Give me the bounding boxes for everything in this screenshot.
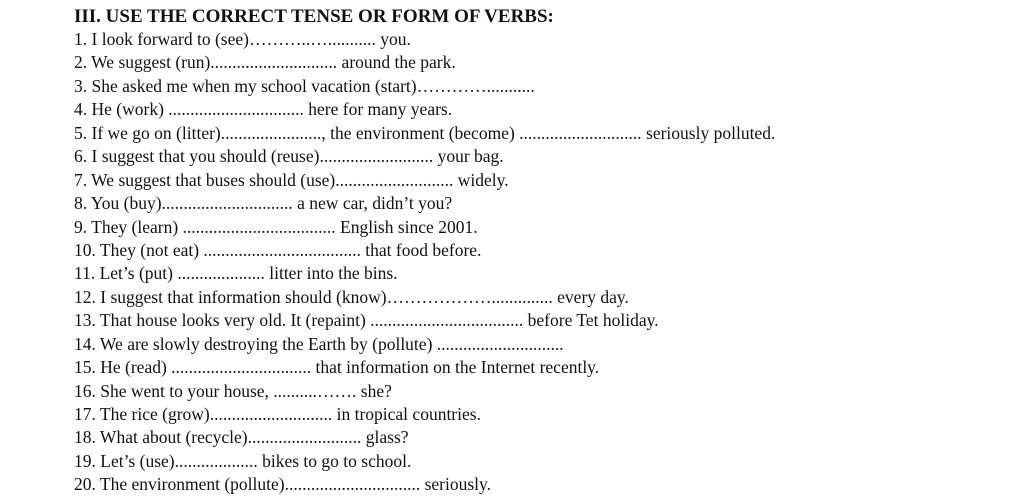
exercise-sheet <box>74 6 1014 497</box>
exercise-item-12: 12. I suggest that information should (know)……………….............. every day. <box>74 286 629 307</box>
exercise-item-11: 11. Let’s (put) .................... litter into the bins. <box>74 263 398 284</box>
exercise-item-10: 10. They (not eat) .................................... that food before. <box>74 239 482 260</box>
exercise-item-16: 16. She went to your house, ..........……. she? <box>74 380 392 401</box>
exercise-item-17: 17. The rice (grow)............................ in tropical countries. <box>74 404 481 424</box>
exercise-item-18: 18. What about (recycle).......................... glass? <box>74 427 409 448</box>
exercise-heading: III. USE THE CORRECT TENSE OR FORM OF VERBS: <box>74 6 554 27</box>
exercise-item-19: 19. Let’s (use)................... bikes to go to school. <box>74 450 412 471</box>
exercise-item-1: 1. I look forward to (see)………..…........... you. <box>74 29 411 49</box>
exercise-item-9: 9. They (learn) ................................... English since 2001. <box>74 216 478 237</box>
exercise-item-list <box>74 28 1014 497</box>
exercise-item-14: 14. We are slowly destroying the Earth by (pollute) ............................. <box>74 333 564 354</box>
exercise-item-7: 7. We suggest that buses should (use)........................... widely. <box>74 169 509 190</box>
exercise-item-2: 2. We suggest (run)............................. around the park. <box>74 52 456 73</box>
exercise-item-5: 5. If we go on (litter)......................., the environment (become) ............................ seriously polluted. <box>74 122 776 143</box>
exercise-item-8: 8. You (buy).............................. a new car, didn’t you? <box>74 193 453 214</box>
exercise-item-15: 15. He (read) ................................ that information on the Internet recently. <box>74 357 600 378</box>
exercise-item-3: 3. She asked me when my school vacation (start)…………........... <box>74 75 535 96</box>
exercise-item-13: 13. That house looks very old. It (repaint) ................................... before Tet holiday. <box>74 310 659 331</box>
exercise-item-20: 20. The environment (pollute)............................... seriously. <box>74 474 492 495</box>
exercise-item-6: 6. I suggest that you should (reuse).......................... your bag. <box>74 146 504 167</box>
exercise-item-4: 4. He (work) ............................... here for many years. <box>74 99 453 120</box>
